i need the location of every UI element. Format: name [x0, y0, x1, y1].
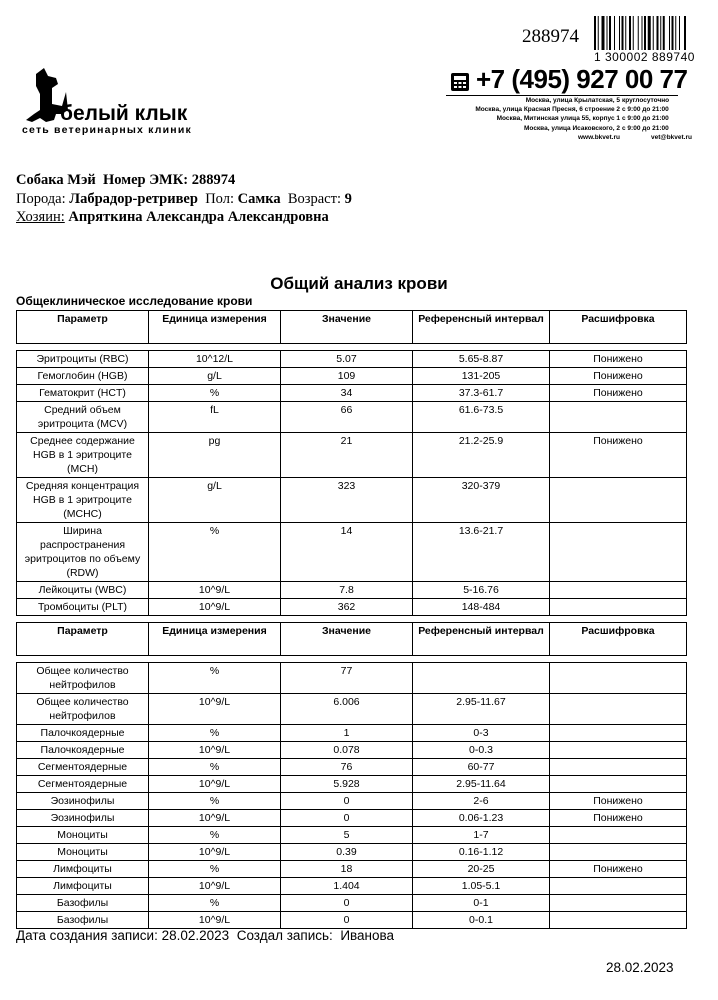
param-cell: Лейкоциты (WBC) [17, 582, 149, 599]
param-cell: Тромбоциты (PLT) [17, 599, 149, 616]
table-row [17, 368, 687, 385]
unit-cell: 10^9/L [149, 582, 281, 599]
address-line: Москва, улица Красная Пресня, 6 строение 2 [475, 106, 620, 114]
interpretation-cell [550, 742, 687, 759]
table-row [17, 844, 687, 861]
document-number: 288974 [522, 26, 579, 47]
table-row [17, 759, 687, 776]
hours-line: с 9:00 до 21:00 [622, 124, 669, 132]
value-cell: 5 [281, 827, 413, 844]
param-cell: Базофилы [17, 912, 149, 929]
barcode-bar [675, 16, 676, 50]
reference-cell: 37.3-61.7 [413, 385, 550, 402]
reference-cell: 60-77 [413, 759, 550, 776]
reference-cell: 20-25 [413, 861, 550, 878]
table-row [17, 523, 687, 582]
hours-line: с 9:00 до 21:00 [622, 115, 669, 123]
barcode-bar [657, 16, 659, 50]
barcode-bar [642, 16, 643, 50]
page-title: Общий анализ крови [270, 274, 448, 293]
clinic-hours [622, 96, 692, 142]
value-cell: 0 [281, 912, 413, 929]
barcode-bar [629, 16, 631, 50]
interpretation-cell: Понижено [550, 351, 687, 368]
interpretation-cell: Понижено [550, 793, 687, 810]
table-row [17, 433, 687, 478]
owner-name: Апряткина Александра Александровна [68, 209, 329, 225]
value-cell: 362 [281, 599, 413, 616]
reference-cell [413, 663, 550, 694]
reference-cell: 2.95-11.67 [413, 694, 550, 725]
param-cell: Эозинофилы [17, 793, 149, 810]
table-row [17, 385, 687, 402]
barcode-bar [609, 16, 611, 50]
age: 9 [344, 191, 352, 207]
unit-cell: 10^9/L [149, 742, 281, 759]
reference-cell: 2.95-11.64 [413, 776, 550, 793]
value-cell: 323 [281, 478, 413, 523]
reference-cell: 13.6-21.7 [413, 523, 550, 582]
website: www.bkvet.ru [577, 133, 620, 141]
value-cell: 109 [281, 368, 413, 385]
value-cell: 76 [281, 759, 413, 776]
table-row [17, 694, 687, 725]
patient-line-3 [16, 209, 329, 226]
param-cell: Общее количество нейтрофилов [17, 663, 149, 694]
interpretation-cell [550, 827, 687, 844]
reference-cell: 1.05-5.1 [413, 878, 550, 895]
barcode-bar [619, 16, 620, 50]
unit-cell: 10^9/L [149, 844, 281, 861]
unit-cell: 10^12/L [149, 351, 281, 368]
breed-label: Порода: [16, 191, 66, 207]
barcode-bar [669, 16, 670, 50]
param-cell: Среднее содержание HGB в 1 эритроците (MCH) [17, 433, 149, 478]
unit-cell: fL [149, 402, 281, 433]
patient-name: Собака Мэй [16, 172, 96, 188]
brand-name: белый клык [60, 102, 188, 125]
reference-cell: 0-0.1 [413, 912, 550, 929]
value-cell: 0.078 [281, 742, 413, 759]
table-row [17, 776, 687, 793]
brand-subtitle: сеть ветеринарных клиник [22, 124, 192, 136]
param-cell: Средняя концентрация HGB в 1 эритроците (MCHC) [17, 478, 149, 523]
value-cell: 66 [281, 402, 413, 433]
reference-cell: 2-6 [413, 793, 550, 810]
barcode-bar [594, 16, 596, 50]
interpretation-cell [550, 402, 687, 433]
unit-cell: 10^9/L [149, 694, 281, 725]
barcode-digits: 1 300002 889740 [594, 50, 695, 64]
param-cell: Эритроциты (RBC) [17, 351, 149, 368]
barcode-bar [672, 16, 674, 50]
column-header: Расшифровка [550, 623, 687, 656]
value-cell: 21 [281, 433, 413, 478]
value-cell: 1.404 [281, 878, 413, 895]
hours-line: круглосуточно [622, 97, 670, 104]
value-cell: 18 [281, 861, 413, 878]
param-cell: Гемоглобин (HGB) [17, 368, 149, 385]
column-header: Референсный интервал [413, 311, 550, 344]
barcode-bar [663, 16, 665, 50]
results-table-wbc [16, 622, 687, 929]
unit-cell: % [149, 861, 281, 878]
barcode-icon [594, 16, 716, 50]
table-row [17, 895, 687, 912]
interpretation-cell [550, 478, 687, 523]
reference-cell: 5.65-8.87 [413, 351, 550, 368]
column-header: Единица измерения [149, 311, 281, 344]
table-row [17, 599, 687, 616]
address-line: Москва, улица Крылатская, 5 [525, 97, 620, 104]
unit-cell: % [149, 827, 281, 844]
value-cell: 6.006 [281, 694, 413, 725]
unit-cell: pg [149, 433, 281, 478]
patient-line-2 [16, 191, 352, 208]
param-cell: Моноциты [17, 844, 149, 861]
interpretation-cell: Понижено [550, 385, 687, 402]
param-cell: Ширина распространения эритроцитов по объему (RDW) [17, 523, 149, 582]
barcode-bar [607, 16, 608, 50]
value-cell: 1 [281, 725, 413, 742]
interpretation-cell: Понижено [550, 368, 687, 385]
unit-cell: % [149, 523, 281, 582]
unit-cell: % [149, 725, 281, 742]
reference-cell: 5-16.76 [413, 582, 550, 599]
unit-cell: 10^9/L [149, 776, 281, 793]
reference-cell: 21.2-25.9 [413, 433, 550, 478]
author-label: Создал запись: [236, 928, 333, 943]
table-row [17, 582, 687, 599]
value-cell: 14 [281, 523, 413, 582]
table-row [17, 861, 687, 878]
reference-cell: 1-7 [413, 827, 550, 844]
table-row [17, 402, 687, 433]
reference-cell: 0-3 [413, 725, 550, 742]
reference-cell: 131-205 [413, 368, 550, 385]
print-date: 28.02.2023 [606, 960, 674, 975]
value-cell: 7.8 [281, 582, 413, 599]
unit-cell: 10^9/L [149, 912, 281, 929]
column-header: Параметр [17, 623, 149, 656]
interpretation-cell [550, 759, 687, 776]
section-subtitle: Общеклиническое исследование крови [16, 294, 253, 308]
column-header: Расшифровка [550, 311, 687, 344]
barcode-bar [644, 16, 646, 50]
reference-cell: 320-379 [413, 478, 550, 523]
barcode-bar [633, 16, 634, 50]
value-cell: 0 [281, 895, 413, 912]
interpretation-cell [550, 694, 687, 725]
barcode-bar [638, 16, 639, 50]
param-cell: Средний объем эритроцита (MCV) [17, 402, 149, 433]
sex-label: Пол: [205, 191, 234, 207]
table-header-row [17, 623, 687, 656]
interpretation-cell [550, 878, 687, 895]
value-cell: 34 [281, 385, 413, 402]
interpretation-cell [550, 895, 687, 912]
emk-number: 288974 [191, 172, 236, 188]
unit-cell: % [149, 895, 281, 912]
table-row [17, 793, 687, 810]
created-date: 28.02.2023 [161, 928, 230, 943]
value-cell: 77 [281, 663, 413, 694]
unit-cell: 10^9/L [149, 810, 281, 827]
table-row [17, 663, 687, 694]
param-cell: Моноциты [17, 827, 149, 844]
author: Иванова [340, 928, 395, 943]
clinic-phone: +7 (495) 927 00 77 [476, 64, 688, 94]
column-header: Единица измерения [149, 623, 281, 656]
param-cell: Эозинофилы [17, 810, 149, 827]
clinic-addresses [402, 96, 620, 142]
patient-line-1 [16, 172, 235, 189]
param-cell: Гематокрит (HCT) [17, 385, 149, 402]
table-row [17, 742, 687, 759]
sex: Самка [237, 191, 281, 207]
value-cell: 0 [281, 810, 413, 827]
phone-icon [450, 72, 470, 92]
interpretation-cell [550, 725, 687, 742]
table-row [17, 351, 687, 368]
table-row [17, 478, 687, 523]
interpretation-cell [550, 582, 687, 599]
unit-cell: g/L [149, 368, 281, 385]
barcode-bar [614, 16, 615, 50]
unit-cell: % [149, 385, 281, 402]
reference-cell: 0.16-1.12 [413, 844, 550, 861]
reference-cell: 0-0.3 [413, 742, 550, 759]
table-row [17, 827, 687, 844]
table-row [17, 912, 687, 929]
interpretation-cell [550, 844, 687, 861]
interpretation-cell: Понижено [550, 433, 687, 478]
breed: Лабрадор-ретривер [69, 191, 198, 207]
barcode-bar [653, 16, 654, 50]
barcode-bar [684, 16, 686, 50]
reference-cell: 0.06-1.23 [413, 810, 550, 827]
unit-cell: g/L [149, 478, 281, 523]
interpretation-cell [550, 523, 687, 582]
column-header: Значение [281, 311, 413, 344]
results-table-rbc [16, 310, 687, 616]
column-header: Параметр [17, 311, 149, 344]
address-line: Москва, улица Исаковского, 2 [524, 124, 620, 132]
value-cell: 0 [281, 793, 413, 810]
param-cell: Палочкоядерные [17, 742, 149, 759]
barcode-bar [625, 16, 626, 50]
interpretation-cell: Понижено [550, 810, 687, 827]
unit-cell: % [149, 663, 281, 694]
email: vet@bkvet.ru [650, 133, 692, 141]
interpretation-cell [550, 599, 687, 616]
unit-cell: % [149, 759, 281, 776]
table-row [17, 810, 687, 827]
barcode-bar [679, 16, 680, 50]
barcode-bar [648, 16, 651, 50]
record-info [16, 928, 394, 943]
reference-cell: 148-484 [413, 599, 550, 616]
reference-cell: 0-1 [413, 895, 550, 912]
barcode-bar [660, 16, 661, 50]
hours-line: с 9:00 до 21:00 [622, 106, 669, 114]
reference-cell: 61.6-73.5 [413, 402, 550, 433]
value-cell: 0.39 [281, 844, 413, 861]
barcode-bar [598, 16, 599, 50]
param-cell: Сегментоядерные [17, 759, 149, 776]
value-cell: 5.07 [281, 351, 413, 368]
barcode-bar [622, 16, 624, 50]
table-row [17, 725, 687, 742]
owner-label: Хозяин: [16, 209, 65, 225]
interpretation-cell [550, 912, 687, 929]
param-cell: Лимфоциты [17, 861, 149, 878]
address-line: Москва, Митинская улица 55, корпус 1 [496, 115, 620, 123]
interpretation-cell [550, 776, 687, 793]
param-cell: Общее количество нейтрофилов [17, 694, 149, 725]
param-cell: Сегментоядерные [17, 776, 149, 793]
value-cell: 5.928 [281, 776, 413, 793]
age-label: Возраст: [287, 191, 341, 207]
emk-label: Номер ЭМК: [102, 172, 189, 188]
barcode-bar [602, 16, 605, 50]
unit-cell: % [149, 793, 281, 810]
param-cell: Базофилы [17, 895, 149, 912]
param-cell: Палочкоядерные [17, 725, 149, 742]
unit-cell: 10^9/L [149, 878, 281, 895]
created-label: Дата создания записи: [16, 928, 158, 943]
column-header: Значение [281, 623, 413, 656]
column-header: Референсный интервал [413, 623, 550, 656]
interpretation-cell [550, 663, 687, 694]
table-row [17, 878, 687, 895]
interpretation-cell: Понижено [550, 861, 687, 878]
param-cell: Лимфоциты [17, 878, 149, 895]
unit-cell: 10^9/L [149, 599, 281, 616]
table-header-row [17, 311, 687, 344]
